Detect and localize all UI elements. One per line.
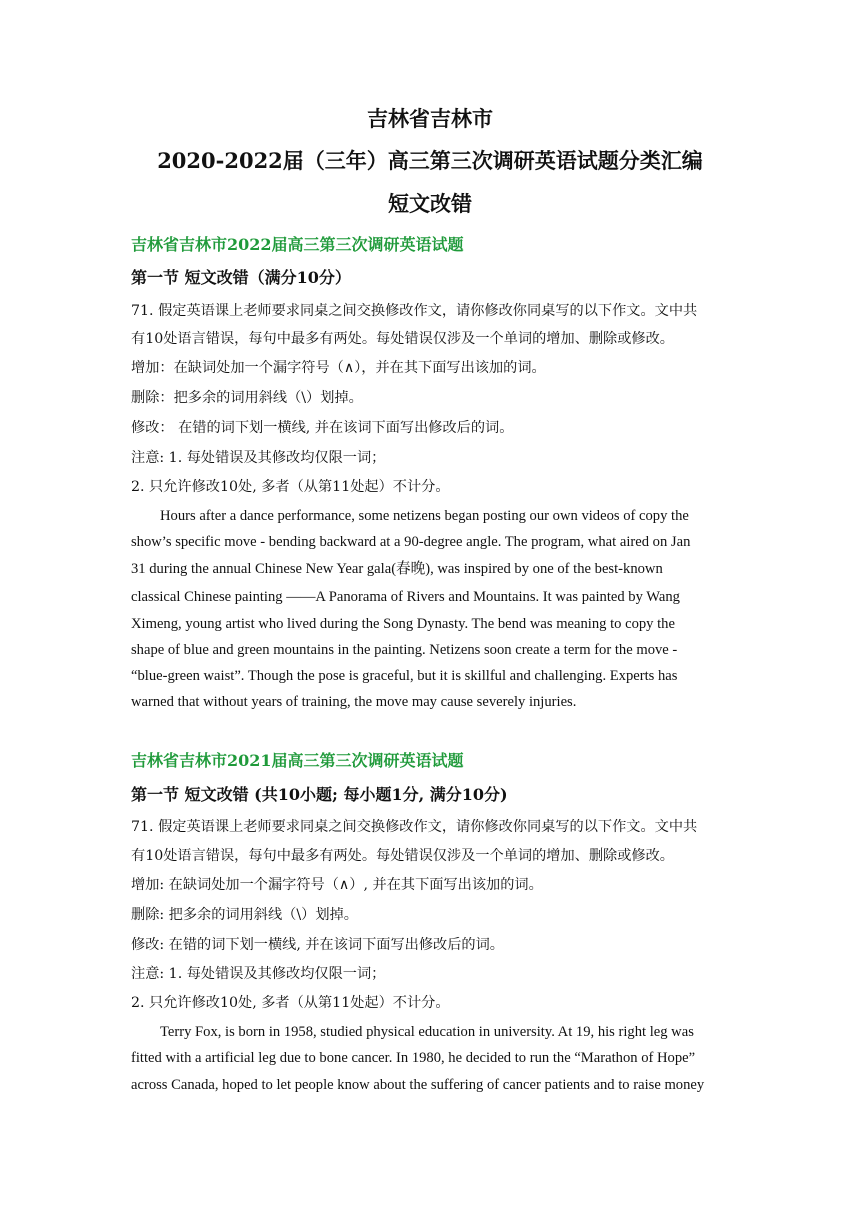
- instruction-line: 有10处语言错误，每句中最多有两处。每处错误仅涉及一个单词的增加、删除或修改。: [131, 848, 674, 864]
- passage-line: Hours after a dance performance, some netizens began posting our own videos of copy the: [160, 508, 689, 524]
- passage-line: classical Chinese painting ——A Panorama of Rivers and Mountains. It was painted by Wang: [131, 589, 680, 605]
- instruction-line: 71. 假定英语课上老师要求同桌之间交换修改作文，请你修改你同桌写的以下作文。文中共: [131, 819, 698, 835]
- instruction-line: 修改： 在错的词下划一横线, 并在该词下面写出修改后的词。: [131, 420, 514, 436]
- section-heading: 吉林省吉林市2021届高三第三次调研英语试题: [131, 751, 464, 770]
- part-title: 第一节 短文改错 (共10小题; 每小题1分, 满分10分): [131, 785, 508, 804]
- passage-line: show’s specific move - bending backward at a 90-degree angle. The program, what aired on Jan: [131, 534, 691, 550]
- instruction-line: 71. 假定英语课上老师要求同桌之间交换修改作文，请你修改你同桌写的以下作文。文中共: [131, 303, 698, 319]
- passage-line: shape of blue and green mountains in the painting. Netizens soon create a term for the move -: [131, 642, 678, 658]
- passage-line: warned that without years of training, the move may cause severely injuries.: [131, 694, 577, 710]
- instruction-line: 删除：把多余的词用斜线（\）划掉。: [131, 390, 363, 406]
- passage-line: Ximeng, young artist who lived during the Song Dynasty. The bend was meaning to copy the: [131, 616, 675, 632]
- instruction-line: 修改: 在错的词下划一横线, 并在该词下面写出修改后的词。: [131, 937, 504, 953]
- passage-line: Terry Fox, is born in 1958, studied physical education in university. At 19, his right leg was: [160, 1024, 694, 1040]
- passage-line: across Canada, hoped to let people know about the suffering of cancer patients and to raise money: [131, 1077, 705, 1093]
- instruction-line: 增加：在缺词处加一个漏字符号（∧），并在其下面写出该加的词。: [131, 360, 546, 376]
- doc-title-region: 吉林省吉林市: [367, 106, 493, 131]
- instruction-line: 注意: 1. 每处错误及其修改均仅限一词；: [131, 966, 386, 982]
- instruction-line: 删除: 把多余的词用斜线（\）划掉。: [131, 907, 358, 923]
- doc-title-main: 2020-2022届（三年）高三第三次调研英语试题分类汇编: [157, 148, 703, 173]
- part-title: 第一节 短文改错（满分10分）: [131, 268, 351, 287]
- instruction-line: 注意: 1. 每处错误及其修改均仅限一词；: [131, 450, 386, 466]
- instruction-line: 2. 只允许修改10处, 多者（从第11处起）不计分。: [131, 479, 450, 495]
- passage-line: fitted with a artificial leg due to bone cancer. In 1980, he decided to run the “Marathon of Hope”: [131, 1050, 696, 1066]
- instruction-line: 2. 只允许修改10处, 多者（从第11处起）不计分。: [131, 995, 450, 1011]
- instruction-line: 增加: 在缺词处加一个漏字符号（∧）, 并在其下面写出该加的词。: [131, 877, 543, 893]
- instruction-line: 有10处语言错误，每句中最多有两处。每处错误仅涉及一个单词的增加、删除或修改。: [131, 331, 674, 347]
- section-heading: 吉林省吉林市2022届高三第三次调研英语试题: [131, 235, 464, 254]
- passage-line: “blue-green waist”. Though the pose is graceful, but it is skillful and challenging. Experts has: [131, 668, 678, 684]
- passage-line: 31 during the annual Chinese New Year gala(春晚), was inspired by one of the best-known: [131, 561, 663, 577]
- doc-title-topic: 短文改错: [388, 191, 472, 216]
